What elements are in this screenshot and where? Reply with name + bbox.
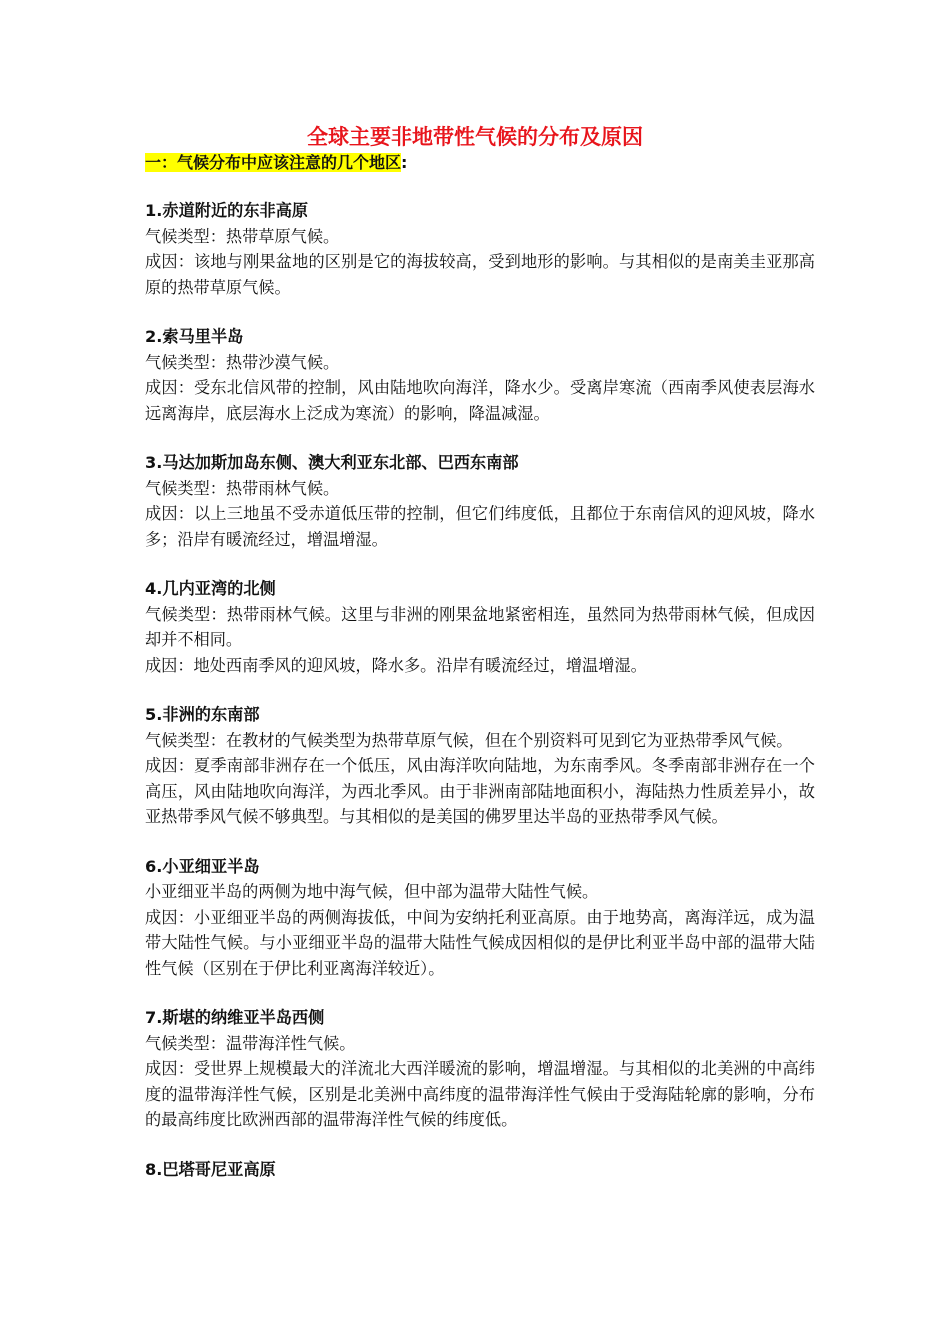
cause-line: 成因：夏季南部非洲存在一个低压，风由海洋吹向陆地，为东南季风。冬季南部非洲存在一个高压，风由陆地吹向海洋，为西北季风。由于非洲南部陆地面积小，海陆热力性质差异小，故亚热带季风气候不够典型。与其相似的是美国的佛罗里达半岛的亚热带季风气候。: [145, 756, 815, 826]
region-item: [145, 854, 815, 982]
cause-line: 成因：该地与刚果盆地的区别是它的海拔较高，受到地形的影响。与其相似的是南美圭亚那高原的热带草原气候。: [145, 252, 815, 297]
region-item: [145, 324, 815, 426]
climate-type-line: 气候类型：热带雨林气候。这里与非洲的刚果盆地紧密相连，虽然同为热带雨林气候，但成因却并不相同。: [145, 604, 815, 649]
cause-line: 成因：小亚细亚半岛的两侧海拔低，中间为安纳托利亚高原。由于地势高，离海洋远，成为温带大陆性气候。与小亚细亚半岛的温带大陆性气候成因相似的是伊比利亚半岛中部的温带大陆性气候（区别在于伊比利亚离海洋较近）。: [145, 907, 815, 978]
section-heading: [145, 152, 407, 174]
region-item: [145, 198, 815, 300]
climate-type-line: 气候类型：热带沙漠气候。: [145, 352, 340, 372]
region-title: 6.小亚细亚半岛: [145, 856, 260, 876]
region-item: [145, 450, 815, 552]
region-title: 2.索马里半岛: [145, 327, 244, 346]
document-body: [145, 198, 815, 1206]
cause-line: 成因：以上三地虽不受赤道低压带的控制，但它们纬度低，且都位于东南信风的迎风坡，降水多；沿岸有暖流经过，增温增湿。: [145, 504, 815, 549]
cause-line: 成因：受世界上规模最大的洋流北大西洋暖流的影响，增温增湿。与其相似的北美洲的中高纬度的温带海洋性气候，区别是北美洲中高纬度的温带海洋性气候由于受海陆轮廓的影响，分布的最高纬度比欧洲西部的温带海洋性气候的纬度低。: [145, 1059, 815, 1129]
region-item: [145, 1157, 815, 1183]
region-item: [145, 1005, 815, 1133]
section-heading-colon: :: [401, 153, 408, 172]
region-title: 3.马达加斯加岛东侧、澳大利亚东北部、巴西东南部: [145, 453, 519, 472]
climate-type-line: 气候类型：温带海洋性气候。: [145, 1033, 356, 1053]
region-item: [145, 702, 815, 830]
region-title: 7.斯堪的纳维亚半岛西侧: [145, 1008, 325, 1027]
region-title: 5.非洲的东南部: [145, 705, 260, 724]
cause-line: 成因：受东北信风带的控制，风由陆地吹向海洋，降水少。受离岸寒流（西南季风使表层海水远离海岸，底层海水上泛成为寒流）的影响，降温减湿。: [145, 378, 815, 423]
climate-type-line: 气候类型：热带草原气候。: [145, 226, 340, 246]
cause-line: 成因：地处西南季风的迎风坡，降水多。沿岸有暖流经过，增温增湿。: [145, 655, 647, 675]
climate-type-line: 气候类型：在教材的气候类型为热带草原气候，但在个别资料可见到它为亚热带季风气候。: [145, 730, 793, 750]
section-heading-highlight: 一：气候分布中应该注意的几个地区: [145, 153, 402, 172]
region-title: 1.赤道附近的东非高原: [145, 201, 309, 220]
document-title: 全球主要非地带性气候的分布及原因: [307, 125, 643, 149]
region-title: 4.几内亚湾的北侧: [145, 579, 276, 598]
region-item: [145, 576, 815, 678]
climate-type-line: 小亚细亚半岛的两侧为地中海气候，但中部为温带大陆性气候。: [145, 882, 599, 901]
region-title: 8.巴塔哥尼亚高原: [145, 1159, 276, 1179]
climate-type-line: 气候类型：热带雨林气候。: [145, 478, 340, 498]
